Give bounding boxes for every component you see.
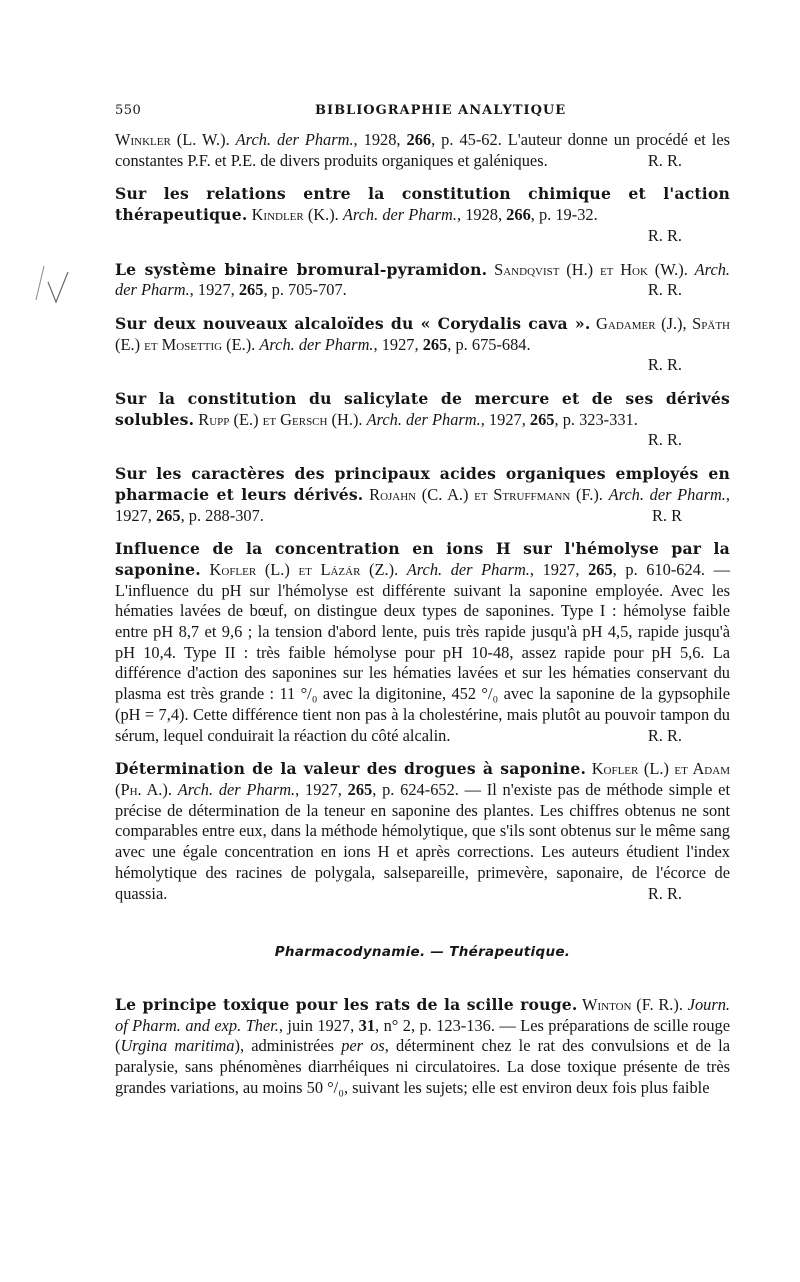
entry-gadamer: Sur deux nouveaux alcaloïdes du « Corydalis cava ». Gadamer (J.), Späth (E.) et Mosettig (E.). Arch. der Pharm., 1927, 265, p. 675-684. R. R. (115, 313, 731, 375)
section-heading: Pharmacodynamie. — Thérapeutique. (274, 944, 571, 961)
entry-title: Le principe toxique pour les rats de la scille rouge. (115, 994, 578, 1014)
entry-title: Sur les caractères des principaux acides organiques employés en pharmacie et leurs dérivés. (115, 464, 730, 504)
entry-kofler-adam: Détermination de la valeur des drogues à saponine. Kofler (L.) et Adam (Ph. A.). Arch. der Pharm., 1927, 265, p. 624-652. — Il n'existe pas de méthode simple et précise de détermination de la teneur en saponine des plantes. Les chiffres obtenus ne sont comparables entre eux, dans la méthode hémolytique, que s'ils sont obtenus sur le même sang avec une égale concentration en ions H et après corrections. Les auteurs étudient l'index hémolytique des racines de polygala, salsepareille, primevère, saponaire, de l'écorce de quassia. R. R. (115, 759, 731, 903)
entry-title: Sur la constitution du salicylate de mercure et de ses dérivés solubles. (115, 389, 730, 429)
running-title: BIBLIOGRAPHIE ANALYTIQUE (315, 103, 567, 118)
entry-kindler: Sur les relations entre la constitution chimique et l'action thérapeutique. Kindler (K.). Arch. der Pharm., 1928, 266, p. 19-32. R. R. (115, 184, 730, 245)
signature: R. R. (647, 725, 682, 745)
signature: R. R. (647, 280, 682, 300)
entry-winton: Le principe toxique pour les rats de la scille rouge. Winton (F. R.). Journ. of Pharm. and exp. Ther., juin 1927, 31, n° 2, p. 123-136. — Les préparations de scille rouge (Urgina maritima), administrées per os, déterminent chez le rat des convulsions et de la paralysie, sans phénomènes diarrhéiques ni circulatoires. La dose toxique présente de très grandes variations, au moins 50 °/₀, suivant les sujets; elle est environ deux fois plus faible (115, 994, 731, 1097)
signature: R. R (651, 505, 682, 525)
entry-sandqvist: Le système binaire bromural-pyramidon. Sandqvist (H.) et Hok (W.). Arch. der Pharm., 1927, 265, p. 705-707. R. R. (115, 259, 731, 300)
entry-title: Sur les relations entre la constitution chimique et l'action thérapeutique. (115, 184, 730, 225)
signature: R. R. (647, 225, 682, 245)
handwritten-margin-mark (30, 262, 90, 312)
page-number: 550 (115, 103, 142, 118)
running-header (115, 103, 730, 123)
entry-title: Influence de la concentration en ions H sur l'hémolyse par la saponine. (115, 539, 730, 579)
entry-rojahn: Sur les caractères des principaux acides organiques employés en pharmacie et leurs dérivés. Rojahn (C. A.) et Struffmann (F.). Arch. der Pharm., 1927, 265, p. 288-307. R. R (115, 464, 730, 525)
entry-winkler: Winkler (L. W.). Arch. der Pharm., 1928, 266, p. 45-62. L'auteur donne un procédé et les constantes P.F. et P.E. de divers produits organiques et galéniques. R. R. (115, 130, 730, 170)
signature: R. R. (647, 883, 682, 903)
entry-title: Détermination de la valeur des drogues à saponine. (115, 759, 587, 779)
signature: R. R. (647, 355, 682, 375)
bibliography-body (115, 130, 730, 1111)
entry-title: Le système binaire bromural-pyramidon. (115, 259, 488, 279)
entry-title: Sur deux nouveaux alcaloïdes du « Corydalis cava ». (115, 313, 591, 333)
signature: R. R. (647, 150, 682, 170)
entry-kofler-lazar: Influence de la concentration en ions H sur l'hémolyse par la saponine. Kofler (L.) et Lázár (Z.). Arch. der Pharm., 1927, 265, p. 610-624. — L'influence du pH sur l'hémolyse est différente suivant la saponine employée. Avec les hématies lavées de bœuf, on distingue deux types de saponines. Type I : hémolyse faible entre pH 8,7 et 9,6 ; la tension d'abord lente, puis très rapide jusqu'à pH 4,5, rapide jusqu'à pH 10,4. Type II : très faible hémolyse pour pH 10-48, assez rapide pour pH 5,6. La différence d'action des saponines sur les hématies lavées et sur les hématies conservant du plasma est très grande : 11 °/₀ avec la digitonine, 452 °/₀ avec la saponine de la gypsophile (pH = 7,4). Cette différence tient non pas à la cholestérine, mais plutôt au pouvoir tampon du sérum, lequel conduirait la réaction du côté alcalin. R. R. (115, 539, 730, 745)
signature: R. R. (647, 430, 682, 450)
entry-rupp: Sur la constitution du salicylate de mercure et de ses dérivés solubles. Rupp (E.) et Gersch (H.). Arch. der Pharm., 1927, 265, p. 323-331. R. R. (115, 389, 730, 450)
